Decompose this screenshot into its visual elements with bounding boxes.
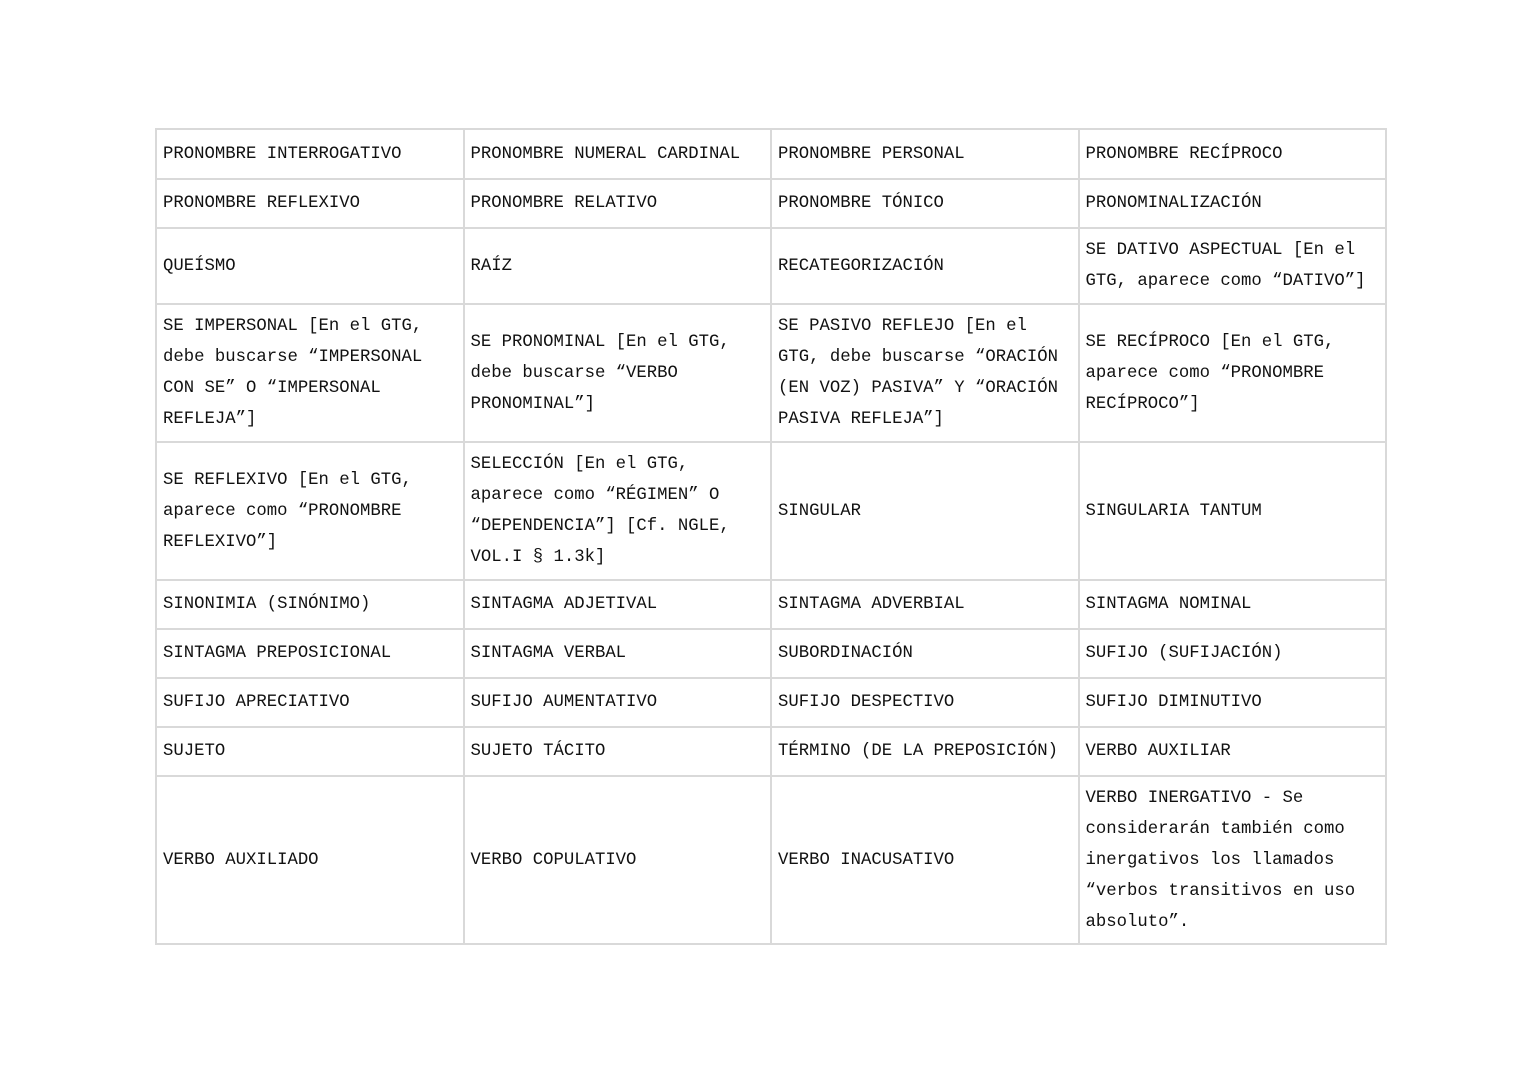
table-cell: PRONOMBRE TÓNICO bbox=[771, 179, 1079, 228]
table-cell: VERBO INACUSATIVO bbox=[771, 776, 1079, 944]
table-cell: SUFIJO APRECIATIVO bbox=[156, 678, 464, 727]
glossary-terms-table bbox=[155, 128, 1387, 945]
table-cell: VERBO COPULATIVO bbox=[464, 776, 772, 944]
table-cell: SUJETO bbox=[156, 727, 464, 776]
table-row bbox=[156, 629, 1386, 678]
table-cell: SUFIJO (SUFIJACIÓN) bbox=[1079, 629, 1387, 678]
table-cell: SINGULAR bbox=[771, 442, 1079, 580]
table-cell: QUEÍSMO bbox=[156, 228, 464, 304]
table-cell: VERBO AUXILIADO bbox=[156, 776, 464, 944]
table-cell: PRONOMBRE REFLEXIVO bbox=[156, 179, 464, 228]
table-cell: RECATEGORIZACIÓN bbox=[771, 228, 1079, 304]
table-cell: SUFIJO DIMINUTIVO bbox=[1079, 678, 1387, 727]
table-cell: PRONOMBRE INTERROGATIVO bbox=[156, 129, 464, 179]
table-row bbox=[156, 678, 1386, 727]
table-row bbox=[156, 442, 1386, 580]
table-cell: SE IMPERSONAL [En el GTG, debe buscarse “IMPERSONAL CON SE” O “IMPERSONAL REFLEJA”] bbox=[156, 304, 464, 442]
table-cell: SUFIJO AUMENTATIVO bbox=[464, 678, 772, 727]
table-row bbox=[156, 304, 1386, 442]
table-cell: SUFIJO DESPECTIVO bbox=[771, 678, 1079, 727]
table-cell: SELECCIÓN [En el GTG, aparece como “RÉGIMEN” O “DEPENDENCIA”] [Cf. NGLE, VOL.I § 1.3k] bbox=[464, 442, 772, 580]
table-cell: RAÍZ bbox=[464, 228, 772, 304]
table-cell: SINTAGMA PREPOSICIONAL bbox=[156, 629, 464, 678]
table-row bbox=[156, 580, 1386, 629]
table-cell: SE DATIVO ASPECTUAL [En el GTG, aparece como “DATIVO”] bbox=[1079, 228, 1387, 304]
table-cell: TÉRMINO (DE LA PREPOSICIÓN) bbox=[771, 727, 1079, 776]
table-cell: PRONOMBRE RELATIVO bbox=[464, 179, 772, 228]
table-row bbox=[156, 228, 1386, 304]
table-row bbox=[156, 179, 1386, 228]
table-cell: PRONOMBRE PERSONAL bbox=[771, 129, 1079, 179]
table-cell: SE PASIVO REFLEJO [En el GTG, debe buscarse “ORACIÓN (EN VOZ) PASIVA” Y “ORACIÓN PASIVA REFLEJA”] bbox=[771, 304, 1079, 442]
table-cell: PRONOMBRE NUMERAL CARDINAL bbox=[464, 129, 772, 179]
table-cell: SE PRONOMINAL [En el GTG, debe buscarse “VERBO PRONOMINAL”] bbox=[464, 304, 772, 442]
table-cell: SUJETO TÁCITO bbox=[464, 727, 772, 776]
table-cell: SINTAGMA ADVERBIAL bbox=[771, 580, 1079, 629]
table-cell: PRONOMINALIZACIÓN bbox=[1079, 179, 1387, 228]
table-cell: PRONOMBRE RECÍPROCO bbox=[1079, 129, 1387, 179]
table-cell: SUBORDINACIÓN bbox=[771, 629, 1079, 678]
table-cell: SE RECÍPROCO [En el GTG, aparece como “PRONOMBRE RECÍPROCO”] bbox=[1079, 304, 1387, 442]
table-cell: VERBO INERGATIVO - Se considerarán también como inergativos los llamados “verbos transitivos en uso absoluto”. bbox=[1079, 776, 1387, 944]
table-cell: SINTAGMA VERBAL bbox=[464, 629, 772, 678]
table-row bbox=[156, 727, 1386, 776]
table-cell: SINTAGMA ADJETIVAL bbox=[464, 580, 772, 629]
table-row bbox=[156, 776, 1386, 944]
table-row bbox=[156, 129, 1386, 179]
table-cell: SINTAGMA NOMINAL bbox=[1079, 580, 1387, 629]
table-cell: SE REFLEXIVO [En el GTG, aparece como “PRONOMBRE REFLEXIVO”] bbox=[156, 442, 464, 580]
table-cell: SINGULARIA TANTUM bbox=[1079, 442, 1387, 580]
table-cell: SINONIMIA (SINÓNIMO) bbox=[156, 580, 464, 629]
table-cell: VERBO AUXILIAR bbox=[1079, 727, 1387, 776]
